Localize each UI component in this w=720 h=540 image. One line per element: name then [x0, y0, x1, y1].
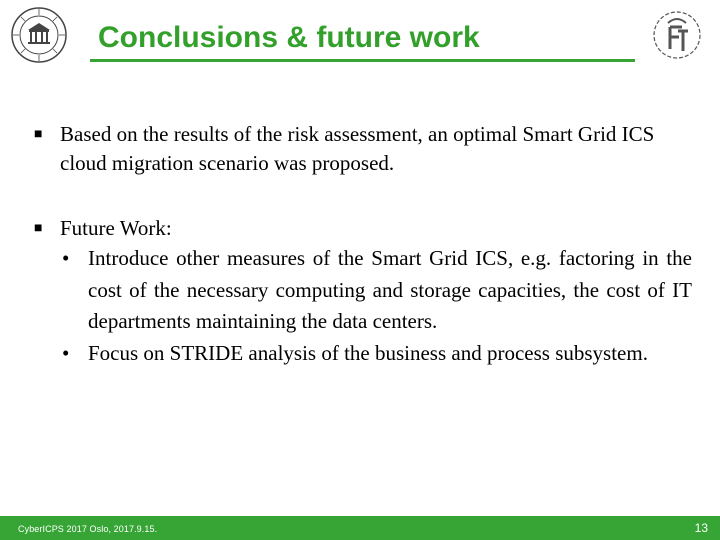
bullet-text: Future Work: [60, 216, 172, 240]
slide-content [30, 120, 692, 369]
university-seal-logo [10, 6, 68, 64]
bullet-text: Based on the results of the risk assessment, an optimal Smart Grid ICS cloud migration scenario was proposed. [60, 122, 655, 175]
faculty-emblem-logo [648, 5, 706, 63]
title-underline [90, 59, 635, 62]
sub-bullet-text: Focus on STRIDE analysis of the business and process subsystem. [88, 340, 648, 365]
sub-bullet-text: Introduce other measures of the Smart Grid ICS, e.g. factoring in the cost of the necessary computing and storage capacities, the cost of IT departments maintaining the data centers. [88, 246, 692, 333]
square-bullet-icon: ■ [34, 221, 43, 236]
square-bullet-icon: ■ [34, 127, 43, 142]
footer-bar [0, 516, 720, 540]
round-bullet-icon: • [62, 340, 70, 365]
round-bullet-icon: • [62, 246, 70, 270]
sub-bullet-item [62, 243, 692, 338]
page-number: 13 [694, 521, 708, 535]
footer-conference: CyberICPS 2017 Oslo, 2017.9.15. [18, 524, 158, 534]
bullet-item [30, 214, 692, 243]
slide-title: Conclusions & future work [98, 21, 480, 54]
sub-bullet-item [62, 338, 692, 370]
bullet-item [30, 120, 692, 178]
